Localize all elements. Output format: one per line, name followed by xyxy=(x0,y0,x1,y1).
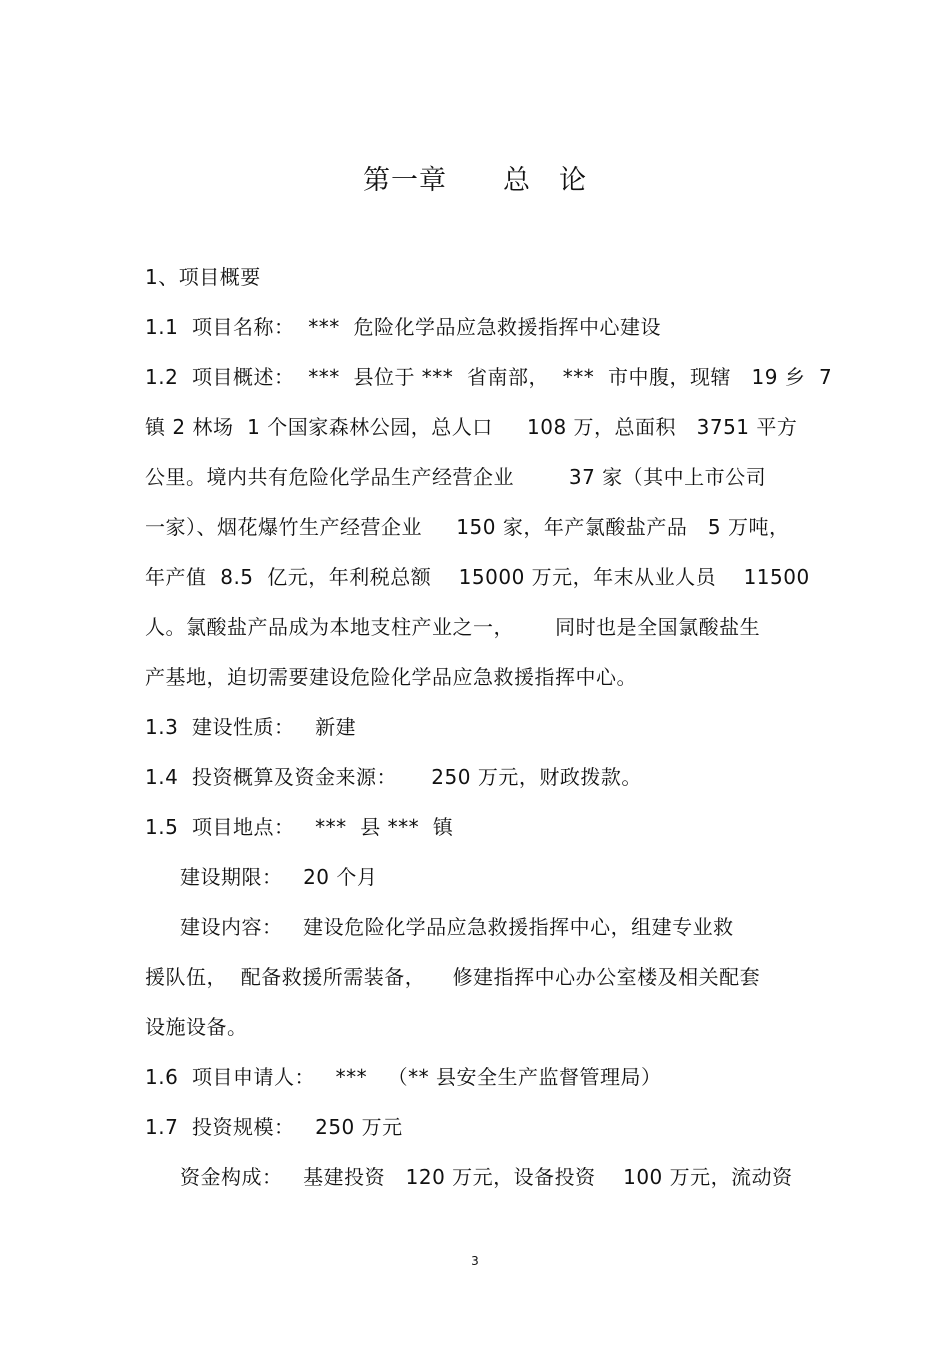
paragraph-line: 1.7 投资规模： 250 万元 xyxy=(145,1115,403,1139)
paragraph-line: 1.2 项目概述： *** 县位于 *** 省南部， *** 市中腹，现辖 19 乡 7 xyxy=(145,365,833,389)
paragraph-line: 1.1 项目名称： *** 危险化学品应急救援指挥中心建设 xyxy=(145,315,661,339)
paragraph-line: 资金构成： 基建投资 120 万元，设备投资 100 万元，流动资 xyxy=(180,1165,793,1189)
paragraph-line: 公里。境内共有危险化学品生产经营企业 37 家（其中上市公司 xyxy=(145,465,767,489)
paragraph-line: 设施设备。 xyxy=(145,1015,248,1039)
page-number: 3 xyxy=(471,1254,479,1268)
paragraph-line: 1.3 建设性质： 新建 xyxy=(145,715,357,739)
paragraph-line: 年产值 8.5 亿元，年利税总额 15000 万元，年末从业人员 11500 xyxy=(145,565,810,589)
paragraph-line: 援队伍， 配备救援所需装备， 修建指挥中心办公室楼及相关配套 xyxy=(145,965,761,989)
paragraph-line: 1.5 项目地点： *** 县 *** 镇 xyxy=(145,815,454,839)
paragraph-line: 人。氯酸盐产品成为本地支柱产业之一， 同时也是全国氯酸盐生 xyxy=(145,615,761,639)
chapter-title: 第一章 总 论 xyxy=(363,165,587,196)
section-heading: 1、项目概要 xyxy=(145,265,261,289)
paragraph-line: 建设内容： 建设危险化学品应急救援指挥中心，组建专业救 xyxy=(180,915,734,939)
paragraph-line: 1.4 投资概算及资金来源： 250 万元，财政拨款。 xyxy=(145,765,642,789)
paragraph-line: 镇 2 林场 1 个国家森林公园，总人口 108 万，总面积 3751 平方 xyxy=(145,415,798,439)
paragraph-line: 一家）、烟花爆竹生产经营企业 150 家，年产氯酸盐产品 5 万吨， xyxy=(145,515,790,539)
paragraph-line: 建设期限： 20 个月 xyxy=(180,865,378,889)
paragraph-line: 1.6 项目申请人： *** （** 县安全生产监督管理局） xyxy=(145,1065,662,1089)
paragraph-line: 产基地，迫切需要建设危险化学品应急救援指挥中心。 xyxy=(145,665,637,689)
